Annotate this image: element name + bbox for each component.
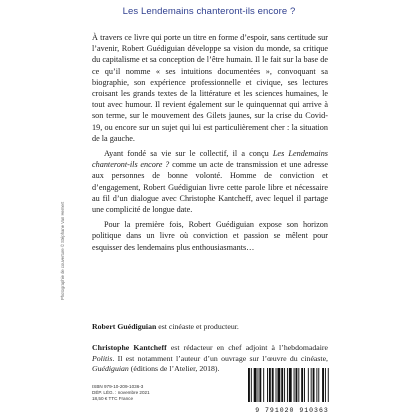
book-reference: Guédiguian — [92, 364, 129, 374]
barcode-bar — [254, 368, 257, 402]
coauthor-bio-text-1: est rédacteur en chef adjoint à l’hebdomadaire — [166, 343, 328, 352]
barcode-bar — [251, 368, 252, 402]
barcode-bar — [313, 368, 315, 402]
barcode-bar — [298, 368, 299, 402]
barcode-bar — [248, 368, 250, 402]
barcode-bar — [289, 368, 292, 402]
barcode-bar — [276, 368, 277, 402]
barcode-bar — [259, 368, 261, 402]
barcode-bar — [328, 368, 329, 402]
book-title: Les Lendemains chanteront-ils encore ? — [122, 6, 296, 17]
barcode-bar — [272, 368, 274, 402]
paragraph-intro: À travers ce livre qui porte un titre en forme d’espoir, sans certitude sur l’avenir, Robert Guédiguian développe sa vision du monde, sa critique du capitalisme et sa conception de l’être humain. Il le fait sur la base de ce qu’il nomme « ses intuitions documentées », convoquant sa biographie, son expérience professionnelle et civique, ses lectures croisant les grands textes de la littérature et les sciences humaines, le tout avec humour. Il revient également sur le quinquennat qui arrive à son terme, sur le mouvement des Gilets jaunes, sur la crise du Covid-19, ou encore sur un sujet qui lui est particulièrement cher : la situation de la gauche. — [92, 33, 328, 143]
coauthor-bio-text-3: (éditions de l’Atelier, 2018). — [128, 364, 220, 374]
back-cover-text — [92, 32, 328, 257]
isbn-block — [92, 384, 150, 402]
barcode-bars — [242, 366, 342, 404]
barcode-number: 9 791020 910363 — [255, 407, 329, 414]
barcode-bar — [322, 368, 324, 402]
barcode-bar — [294, 368, 295, 402]
barcode-bar — [316, 368, 317, 402]
barcode-bar — [308, 368, 309, 402]
barcode-bar — [287, 368, 288, 402]
barcode-bar — [304, 368, 305, 402]
barcode-bar — [281, 368, 283, 402]
barcode-bar — [284, 368, 285, 402]
barcode-bar — [267, 368, 268, 402]
author-bio-text: est cinéaste et producteur. — [156, 322, 239, 331]
coauthor-name: Christophe Kantcheff — [92, 343, 167, 352]
isbn-line: ISBN 979-10-209-1036-3 — [92, 384, 144, 389]
barcode-bar — [269, 368, 271, 402]
photo-credit: Photographie de couverture © Stéphane Van Hemert — [60, 201, 65, 300]
barcode-bar — [277, 368, 280, 402]
paragraph-collective-end: comme un acte de transmission et une adresse aux personnes de bonne volonté. Homme de conviction et d’engagement, Robert Guédiguian livre cette parole libre et nécessaire au fil d’un dialogue avec Christophe Kantcheff, avec lequel il partage une complicité de longue date. — [92, 160, 328, 215]
author-bio — [92, 322, 328, 333]
barcode-bar — [325, 368, 326, 402]
legal-deposit-line: DÉP. LÉG. : novembre 2021 — [92, 390, 150, 395]
magazine-name: Politis — [92, 353, 113, 363]
author-name: Robert Guédiguian — [92, 322, 157, 331]
coauthor-bio-text-2: . Il est notamment l’auteur d’un ouvrage sur l’œuvre du cinéaste, — [112, 353, 328, 363]
barcode-bar — [301, 368, 303, 402]
book-title-italic: Les Lendemains chanteront-ils encore ? — [92, 149, 328, 170]
paragraph-collective-start: Ayant fondé sa vie sur le collectif, il a conçu — [104, 149, 273, 159]
barcode — [242, 366, 342, 414]
paragraph-conclusion: Pour la première fois, Robert Guédiguian expose son horizon politique dans un livre où conviction et passion se mêlent pour esquisser des lendemains plus enthousiasmants… — [92, 220, 328, 252]
barcode-bar — [296, 368, 298, 402]
price-line: 18,50 € TTC France — [92, 396, 134, 401]
barcode-bar — [258, 368, 259, 402]
barcode-bar — [318, 368, 319, 402]
barcode-bar — [311, 368, 312, 402]
paragraph-collective — [92, 148, 328, 215]
barcode-bar — [263, 368, 264, 402]
